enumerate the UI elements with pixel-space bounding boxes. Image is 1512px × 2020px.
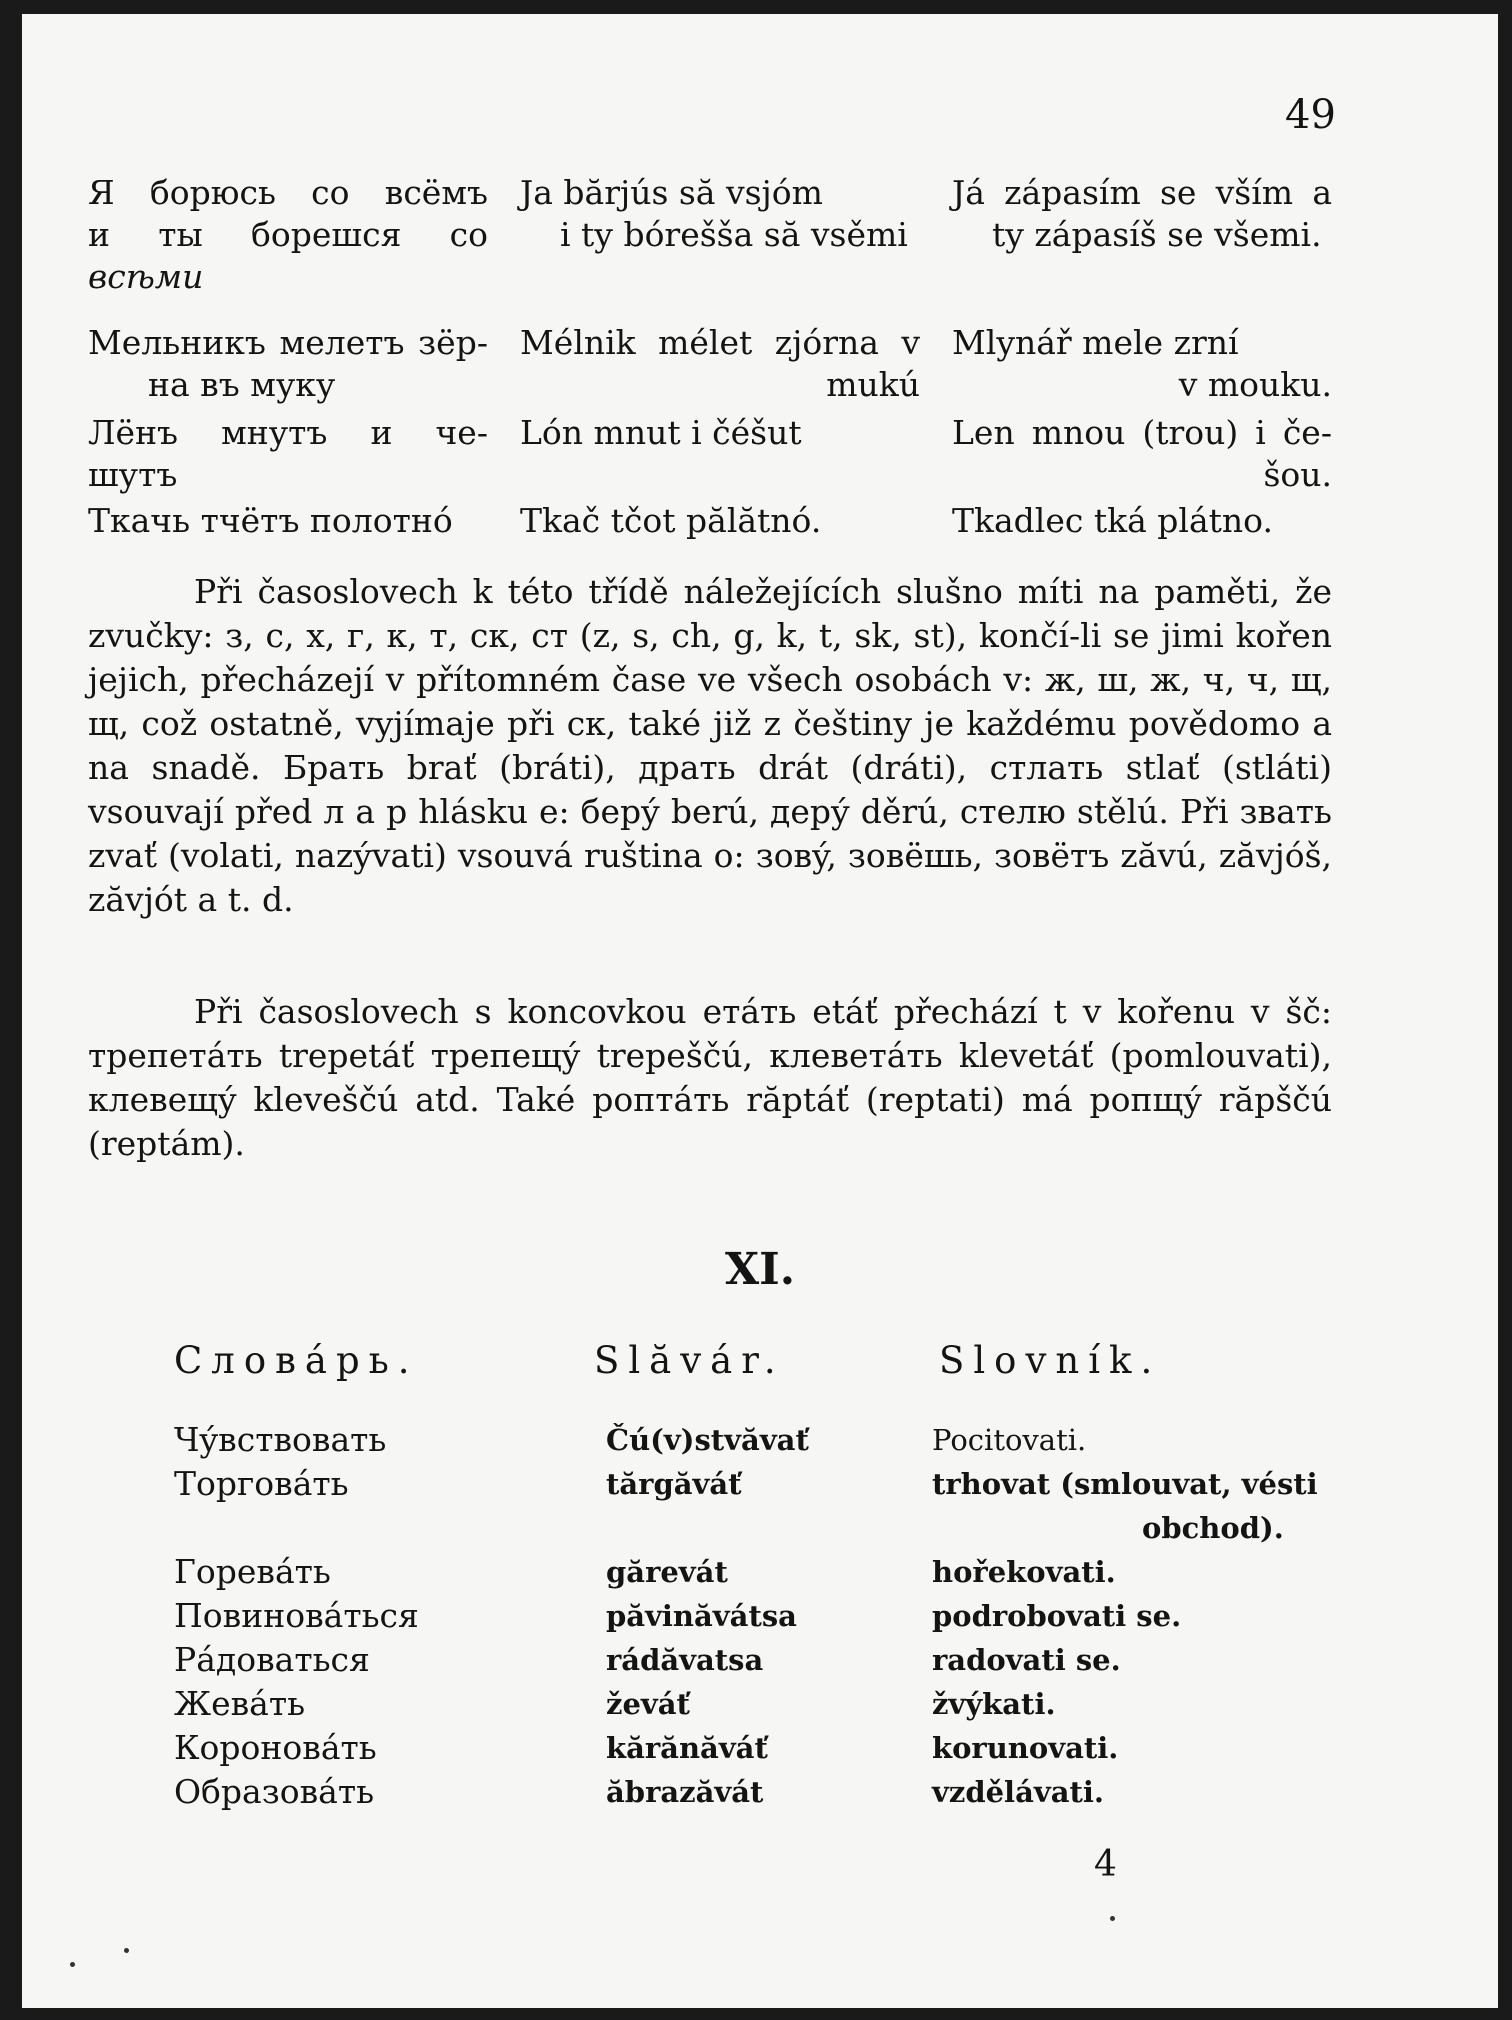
example-cz-1: Já zápasím se vším a ty zápasíš se všemi. [952, 173, 1332, 254]
example-cz-4: Tkadlec tká plátno. [952, 501, 1273, 540]
speck [124, 1948, 129, 1953]
vocab-cz: žvýkati. [932, 1687, 1056, 1721]
vocab-header-sl: Slăvár. [594, 1339, 785, 1382]
paragraph-2: Při časoslovech s koncovkou етáть etáť přechází t v kořenu v šč: трепетáть trepetáť трепещý trepeščú, клеветáть klevetáť (pomlouvati), клевещý kleveščú atd. Také роптáть răptáť (reptati) má ропщý răpščú (reptám). [88, 992, 1332, 1163]
example-ru-1: Я борюсь со всёмъ и ты борешся со всѣми [88, 173, 488, 296]
vocab-ru: Чýвствовать [174, 1420, 387, 1459]
vocab-sl: Čú(v)stvăvať [606, 1423, 809, 1457]
vocab-ru: Повиновáться [174, 1596, 419, 1635]
vocab-ru: Рáдоваться [174, 1640, 370, 1679]
example-ru-2: Мельникъ мелетъ зёр- на въ муку [88, 323, 488, 404]
signature-mark: 4 [1094, 1844, 1117, 1885]
vocab-cz: hořekovati. [932, 1555, 1116, 1589]
vocab-ru: Горевáть [174, 1552, 331, 1591]
vocab-header-ru: Словáрь. [174, 1339, 419, 1382]
vocab-sl: kărănăváť [606, 1731, 768, 1765]
book-page [22, 14, 1498, 2008]
vocab-sl: rádăvatsa [606, 1643, 764, 1677]
vocab-header-cz: Slovník. [939, 1339, 1162, 1382]
vocab-sl: ăbrazăvát [606, 1775, 764, 1809]
vocab-cz: radovati se. [932, 1643, 1121, 1677]
example-sl-1: Ja bărjús să vsjóm i ty bóreššа să vsěmi [520, 173, 908, 254]
vocab-cz: vzdělávati. [932, 1775, 1105, 1809]
page-number: 49 [1285, 92, 1336, 138]
vocab-cz: korunovati. [932, 1731, 1119, 1765]
vocab-cz: podrobovati se. [932, 1599, 1182, 1633]
example-ru-4: Ткачь тчётъ полотнó [88, 501, 453, 540]
example-ru-3: Лёнъ мнутъ и че- шутъ [88, 413, 488, 494]
vocab-ru: Образовáть [174, 1772, 375, 1811]
example-cz-2: Mlynář mele zrní v mouku. [952, 323, 1332, 404]
vocab-ru: Короновáть [174, 1728, 377, 1767]
vocab-sl: ževáť [606, 1687, 690, 1721]
vocab-sl: tărgăváť [606, 1467, 742, 1501]
example-sl-2: Mélnik mélet zjórna v mukú [520, 323, 920, 404]
vocab-ru: Жевáть [174, 1684, 306, 1723]
example-sl-3: Lón mnut i čéšut [520, 413, 802, 452]
vocab-ru: Торговáть [174, 1464, 349, 1503]
section-title: XI. [724, 1244, 796, 1295]
vocab-sl: gărevát [606, 1555, 728, 1589]
vocab-cz: trhovat (smlouvat, vésti [932, 1467, 1318, 1501]
paragraph-1: Při časoslovech k této třídě náležejících slušno míti na paměti, že zvučky: з, с, х, г, к, т, ск, ст (z, s, ch, g, k, t, sk, st), končí-li se jimi kořen jejich, přecházejí v přítomném čase ve všech osobách v: ж, ш, ж, ч, ч, щ, щ, což ostatně, vyjímaje při ск, také již z češtiny je každému povědomo a na snadě. Брать brať (bráti), драть drát (dráti), стлать stlať (stláti) vsouvají před л a р hlásku е: берý berú, дерý děrú, стелю stělú. Při звать zvať (volati, nazývati) vsouvá ruština о: зовý, зовёшь, зовётъ zăvú, zăvjóš, zăvjót a t. d. [88, 572, 1332, 919]
vocab-cz-continued: obchod). [1142, 1511, 1284, 1545]
vocab-sl: păvinăvátsa [606, 1599, 797, 1633]
speck [70, 1962, 75, 1967]
example-sl-4: Tkač tčot pălătnó. [520, 501, 822, 540]
vocab-cz: Pocitovati. [932, 1423, 1087, 1457]
example-cz-3: Len mnou (trou) i če- šou. [952, 413, 1332, 494]
speck [1110, 1916, 1115, 1921]
